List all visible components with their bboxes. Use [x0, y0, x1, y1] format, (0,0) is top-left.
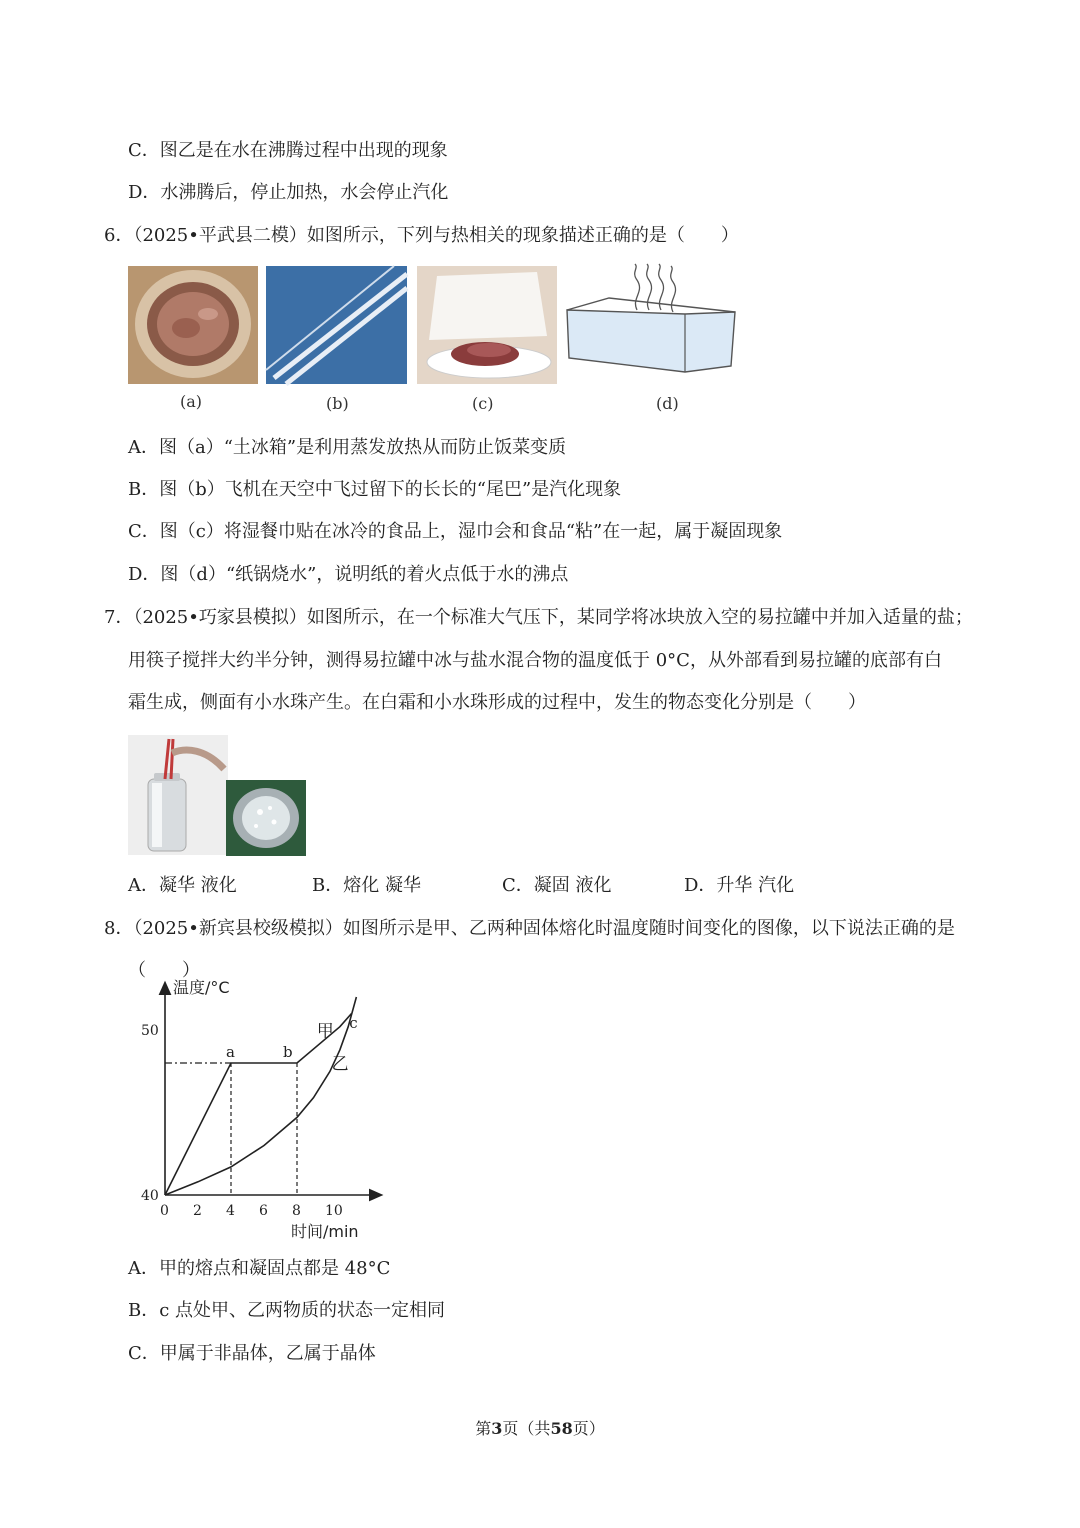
x-axis-label: 时间/min: [291, 1222, 359, 1241]
x-tick-label: 10: [325, 1203, 343, 1219]
series-label: 乙: [331, 1054, 349, 1075]
question-8-stem-line1: 8．（2025•新宾县校级模拟）如图所示是甲、乙两种固体熔化时温度随时间变化的图像，以下说法正确的是: [104, 918, 955, 939]
footer-prefix: 第: [475, 1419, 492, 1438]
y-tick-label: 50: [141, 1023, 159, 1039]
question-6-stem: 6．（2025•平武县二模）如图所示，下列与热相关的现象描述正确的是（ ）: [104, 225, 739, 246]
footer-total-pages: 58: [550, 1419, 573, 1438]
point-label: b: [283, 1043, 293, 1061]
x-tick-label: 0: [160, 1203, 169, 1219]
figure-c-caption: (c): [472, 394, 494, 413]
q6-option-c: C．图（c）将湿餐巾贴在冰冷的食品上，湿巾会和食品“粘”在一起，属于凝固现象: [128, 521, 783, 542]
q8-option-a: A．甲的熔点和凝固点都是 48°C: [128, 1258, 391, 1279]
figure-d-caption: (d): [656, 394, 679, 413]
question-8-stem-line2: （ ）: [128, 960, 200, 981]
question-7-stem-line2: 用筷子搅拌大约半分钟，测得易拉罐中冰与盐水混合物的温度低于 0°C，从外部看到易拉罐的底部有白: [128, 650, 942, 671]
x-tick-label: 2: [193, 1203, 202, 1219]
soda-can-image: [128, 735, 228, 855]
q6-option-b: B．图（b）飞机在天空中飞过留下的长长的“尾巴”是汽化现象: [128, 479, 622, 500]
figure-c-image: [417, 266, 557, 384]
point-label: c: [349, 1014, 358, 1032]
q7-option-b: B．熔化 凝华: [312, 875, 421, 896]
q6-option-a: A．图（a）“土冰箱”是利用蒸发放热从而防止饭菜变质: [128, 437, 567, 458]
series-label: 甲: [316, 1021, 334, 1042]
figure-b-image: [266, 266, 407, 384]
x-tick-label: 4: [226, 1203, 235, 1219]
x-tick-label: 8: [292, 1203, 301, 1219]
x-tick-label: 6: [259, 1203, 268, 1219]
y-axis-label: 温度/°C: [173, 978, 230, 997]
can-bottom-frost-image: [226, 780, 306, 856]
option-c: C．图乙是在水在沸腾过程中出现的现象: [128, 140, 448, 161]
question-7-stem-line3: 霜生成，侧面有小水珠产生。在白霜和小水珠形成的过程中，发生的物态变化分别是（ ）: [128, 692, 866, 713]
page-footer: [0, 1416, 1080, 1439]
figure-a-caption: (a): [180, 392, 203, 411]
figure-b-caption: (b): [326, 394, 349, 413]
footer-mid: 页（共: [502, 1419, 551, 1438]
question-7-stem-line1: 7．（2025•巧家县模拟）如图所示，在一个标准大气压下，某同学将冰块放入空的易拉罐中并加入适量的盐；: [104, 607, 973, 628]
melting-temperature-chart: [128, 978, 388, 1250]
footer-suffix: 页）: [572, 1419, 605, 1438]
q6-option-d: D．图（d）“纸锅烧水”，说明纸的着火点低于水的沸点: [128, 564, 569, 585]
q8-option-c: C．甲属于非晶体，乙属于晶体: [128, 1343, 376, 1364]
figure-d-image: [565, 262, 737, 386]
point-label: a: [226, 1043, 235, 1061]
q7-option-d: D．升华 汽化: [684, 875, 795, 896]
footer-page-number: 3: [491, 1419, 503, 1438]
y-tick-label: 40: [141, 1188, 159, 1204]
figure-a-image: [128, 266, 258, 384]
option-d: D．水沸腾后，停止加热，水会停止汽化: [128, 182, 449, 203]
q7-option-c: C．凝固 液化: [502, 875, 612, 896]
q8-option-b: B．c 点处甲、乙两物质的状态一定相同: [128, 1300, 446, 1321]
q7-option-a: A．凝华 液化: [128, 875, 237, 896]
